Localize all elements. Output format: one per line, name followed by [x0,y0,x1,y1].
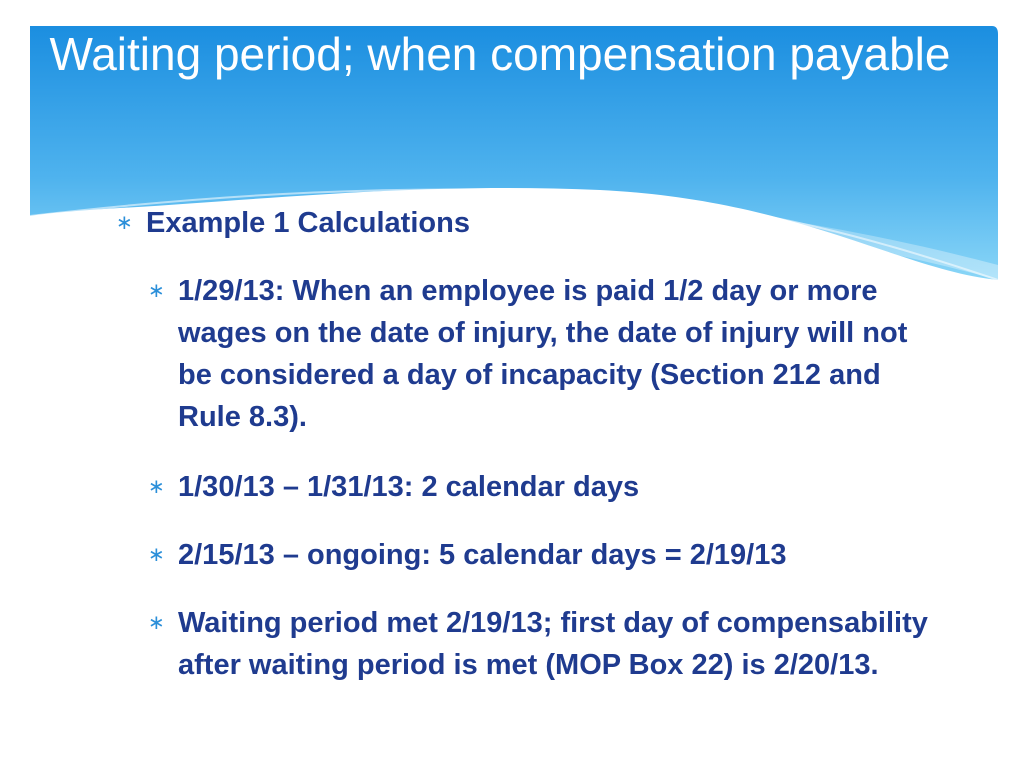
bullet-marker-icon: ∗ [148,280,165,302]
bullet-text: 2/15/13 – ongoing: 5 calendar days = 2/19/13 [178,539,787,571]
bullet-text: 1/30/13 – 1/31/13: 2 calendar days [178,471,640,503]
bullet-item [148,602,928,686]
bullet-item [148,534,928,576]
bullet-text: Example 1 Calculations [146,207,470,239]
slide-title: Waiting period; when compensation payable [49,28,951,80]
bullet-item [148,270,928,438]
bullet-marker-icon: ∗ [148,476,165,498]
bullet-marker-icon: ∗ [116,212,133,234]
bullet-item [148,466,928,508]
bullet-marker-icon: ∗ [148,544,165,566]
bullet-item [116,202,966,244]
bullet-marker-icon: ∗ [148,612,165,634]
bullet-text: 1/29/13: When an employee is paid 1/2 day or more wages on the date of injury, the date of injury will not be considered a day of incapacity (Section 212 and Rule 8.3). [178,275,908,433]
bullet-text: Waiting period met 2/19/13; first day of compensability after waiting period is met (MOP Box 22) is 2/20/13. [178,607,928,681]
